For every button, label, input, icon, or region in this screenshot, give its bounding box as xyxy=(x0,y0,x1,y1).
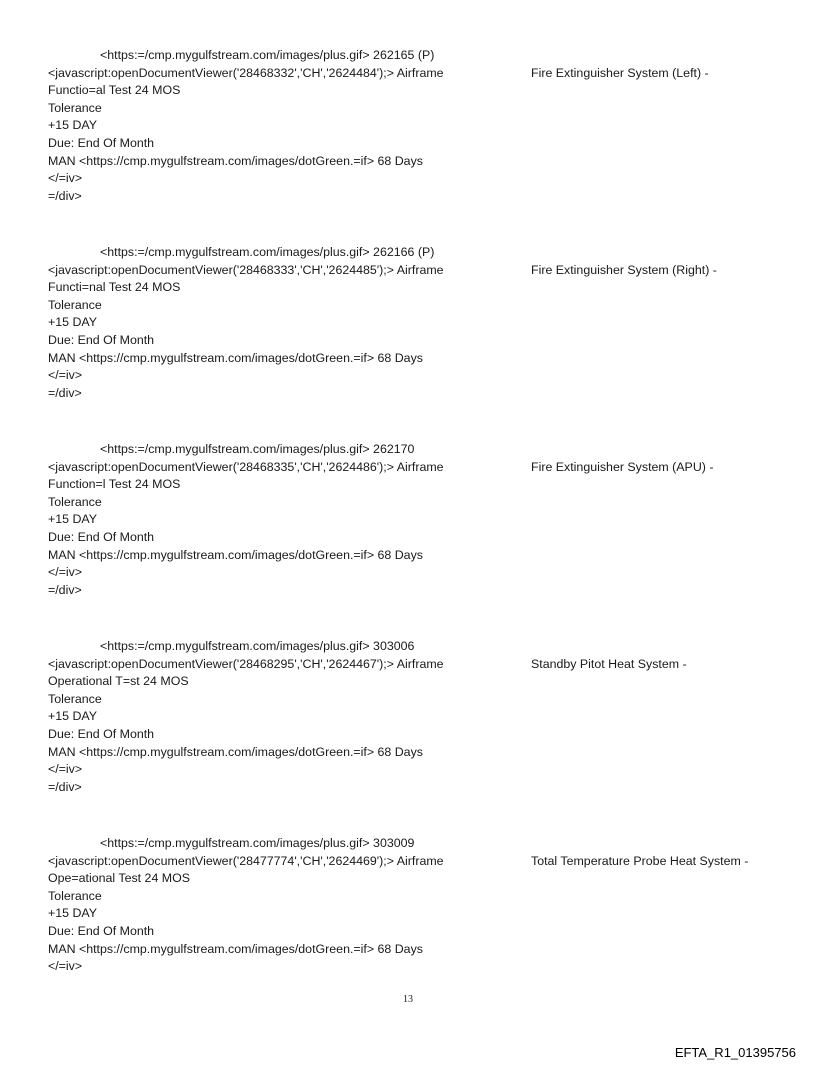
entry-description: Total Temperature Probe Heat System - xyxy=(531,853,749,868)
entry-line-text: <https:=/cmp.mygulfstream.com/images/plus.gif> 262166 (P) xyxy=(100,245,435,259)
entry-line xyxy=(48,81,180,99)
entry-line-text: </=iv> xyxy=(48,565,83,580)
entry-line-text: Functio=al Test 24 MOS xyxy=(48,83,181,98)
entry-line-text: +15 DAY xyxy=(48,709,98,724)
entry-line-text: <javascript:openDocumentViewer('28468335','CH','2624486');> Airframe xyxy=(48,459,444,474)
entry-line-text: +15 DAY xyxy=(48,512,98,527)
entry-line-text: <https:=/cmp.mygulfstream.com/images/plus.gif> 262170 xyxy=(100,442,415,456)
entry-line xyxy=(48,152,423,170)
entry-line xyxy=(48,581,82,599)
entry-line-text: Tolerance xyxy=(48,494,102,509)
entry-description: Fire Extinguisher System (Left) - xyxy=(531,65,709,80)
entry-line-text: <https:=/cmp.mygulfstream.com/images/plus.gif> 303009 xyxy=(100,836,415,850)
entry-line-text: Tolerance xyxy=(48,100,102,115)
entry-line xyxy=(48,887,102,905)
entry-line-text: </=iv> xyxy=(48,959,83,974)
entry-line-text: Ope=ational Test 24 MOS xyxy=(48,871,191,886)
entry-line xyxy=(48,922,154,940)
entry-line xyxy=(48,760,82,778)
entry-line-text: Due: End Of Month xyxy=(48,530,155,544)
entry-line xyxy=(48,331,154,349)
entry-line xyxy=(48,725,154,743)
entry-line-text: Tolerance xyxy=(48,888,102,903)
entry-line xyxy=(48,493,102,511)
entry-line-text: <https:=/cmp.mygulfstream.com/images/plus.gif> 303006 xyxy=(100,639,415,653)
entry-line-text: Function=l Test 24 MOS xyxy=(48,477,181,492)
entry-line xyxy=(48,187,82,205)
entry-line xyxy=(48,64,444,82)
entry-line-text: <javascript:openDocumentViewer('28468295','CH','2624467');> Airframe xyxy=(48,656,444,671)
entry-line-text: Due: End Of Month xyxy=(48,136,155,150)
entry-line-text: MAN <https://cmp.mygulfstream.com/images/dotGreen.=if> 68 Days xyxy=(48,744,423,759)
entry-line-text: Due: End Of Month xyxy=(48,727,155,741)
entry-line xyxy=(48,296,102,314)
entry-line xyxy=(48,904,97,922)
entry-line xyxy=(48,475,180,493)
entry-line xyxy=(48,99,102,117)
entry-line-text: Operational T=st 24 MOS xyxy=(48,674,189,689)
entry-description: Fire Extinguisher System (APU) - xyxy=(531,459,714,474)
entry-line-text: Tolerance xyxy=(48,297,102,312)
page-number: 13 xyxy=(403,994,413,1005)
entry-line-text: Due: End Of Month xyxy=(48,924,155,938)
entry-line xyxy=(48,169,82,187)
entry-line xyxy=(48,261,444,279)
entry-line xyxy=(48,563,82,581)
entry-line-text: =/div> xyxy=(48,385,82,400)
entry-line-text: +15 DAY xyxy=(48,315,98,330)
entry-line-text: <https:=/cmp.mygulfstream.com/images/plus.gif> 262165 (P) xyxy=(100,48,435,62)
entry-line xyxy=(48,655,444,673)
entry-line-text: <javascript:openDocumentViewer('28468332','CH','2624484');> Airframe xyxy=(48,65,444,80)
entry-line-text: Functi=nal Test 24 MOS xyxy=(48,280,181,295)
entry-line xyxy=(48,546,423,564)
entry-line-text: +15 DAY xyxy=(48,118,98,133)
entry-line-text: <javascript:openDocumentViewer('28468333','CH','2624485');> Airframe xyxy=(48,262,444,277)
entry-line xyxy=(48,384,82,402)
entry-line-text: MAN <https://cmp.mygulfstream.com/images/dotGreen.=if> 68 Days xyxy=(48,153,423,168)
entry-line-text: MAN <https://cmp.mygulfstream.com/images/dotGreen.=if> 68 Days xyxy=(48,350,423,365)
entry-line xyxy=(48,940,423,958)
entry-line xyxy=(48,743,423,761)
entry-description: Standby Pitot Heat System - xyxy=(531,656,687,671)
entry-line-text: </=iv> xyxy=(48,762,83,777)
entry-line-text: Due: End Of Month xyxy=(48,333,155,347)
entry-line xyxy=(48,458,444,476)
entry-line-text: Tolerance xyxy=(48,691,102,706)
entry-line xyxy=(48,278,180,296)
entry-line xyxy=(48,869,190,887)
entry-line xyxy=(48,313,97,331)
entry-line xyxy=(48,366,82,384)
entry-line-text: </=iv> xyxy=(48,368,83,383)
entry-line-text: <javascript:openDocumentViewer('28477774','CH','2624469');> Airframe xyxy=(48,853,444,868)
entry-line xyxy=(48,707,97,725)
entry-description: Fire Extinguisher System (Right) - xyxy=(531,262,717,277)
entry-line-text: =/div> xyxy=(48,779,82,794)
entry-line xyxy=(48,528,154,546)
entry-line xyxy=(48,834,414,852)
entry-line xyxy=(48,134,154,152)
entry-line-text: MAN <https://cmp.mygulfstream.com/images/dotGreen.=if> 68 Days xyxy=(48,941,423,956)
entry-line xyxy=(48,637,414,655)
entry-line xyxy=(48,852,444,870)
entry-line xyxy=(48,510,97,528)
entry-line xyxy=(48,116,97,134)
entry-line xyxy=(48,243,434,261)
entry-line xyxy=(48,46,434,64)
entry-line-text: MAN <https://cmp.mygulfstream.com/images/dotGreen.=if> 68 Days xyxy=(48,547,423,562)
bates-number: EFTA_R1_01395756 xyxy=(674,1045,796,1060)
entry-line xyxy=(48,672,189,690)
entry-line xyxy=(48,690,102,708)
entry-line xyxy=(48,778,82,796)
entry-line xyxy=(48,440,414,458)
entry-line xyxy=(48,957,82,975)
entry-line-text: </=iv> xyxy=(48,171,83,186)
entry-line xyxy=(48,349,423,367)
entry-line-text: +15 DAY xyxy=(48,906,98,921)
entry-line-text: =/div> xyxy=(48,188,82,203)
entry-line-text: =/div> xyxy=(48,582,82,597)
